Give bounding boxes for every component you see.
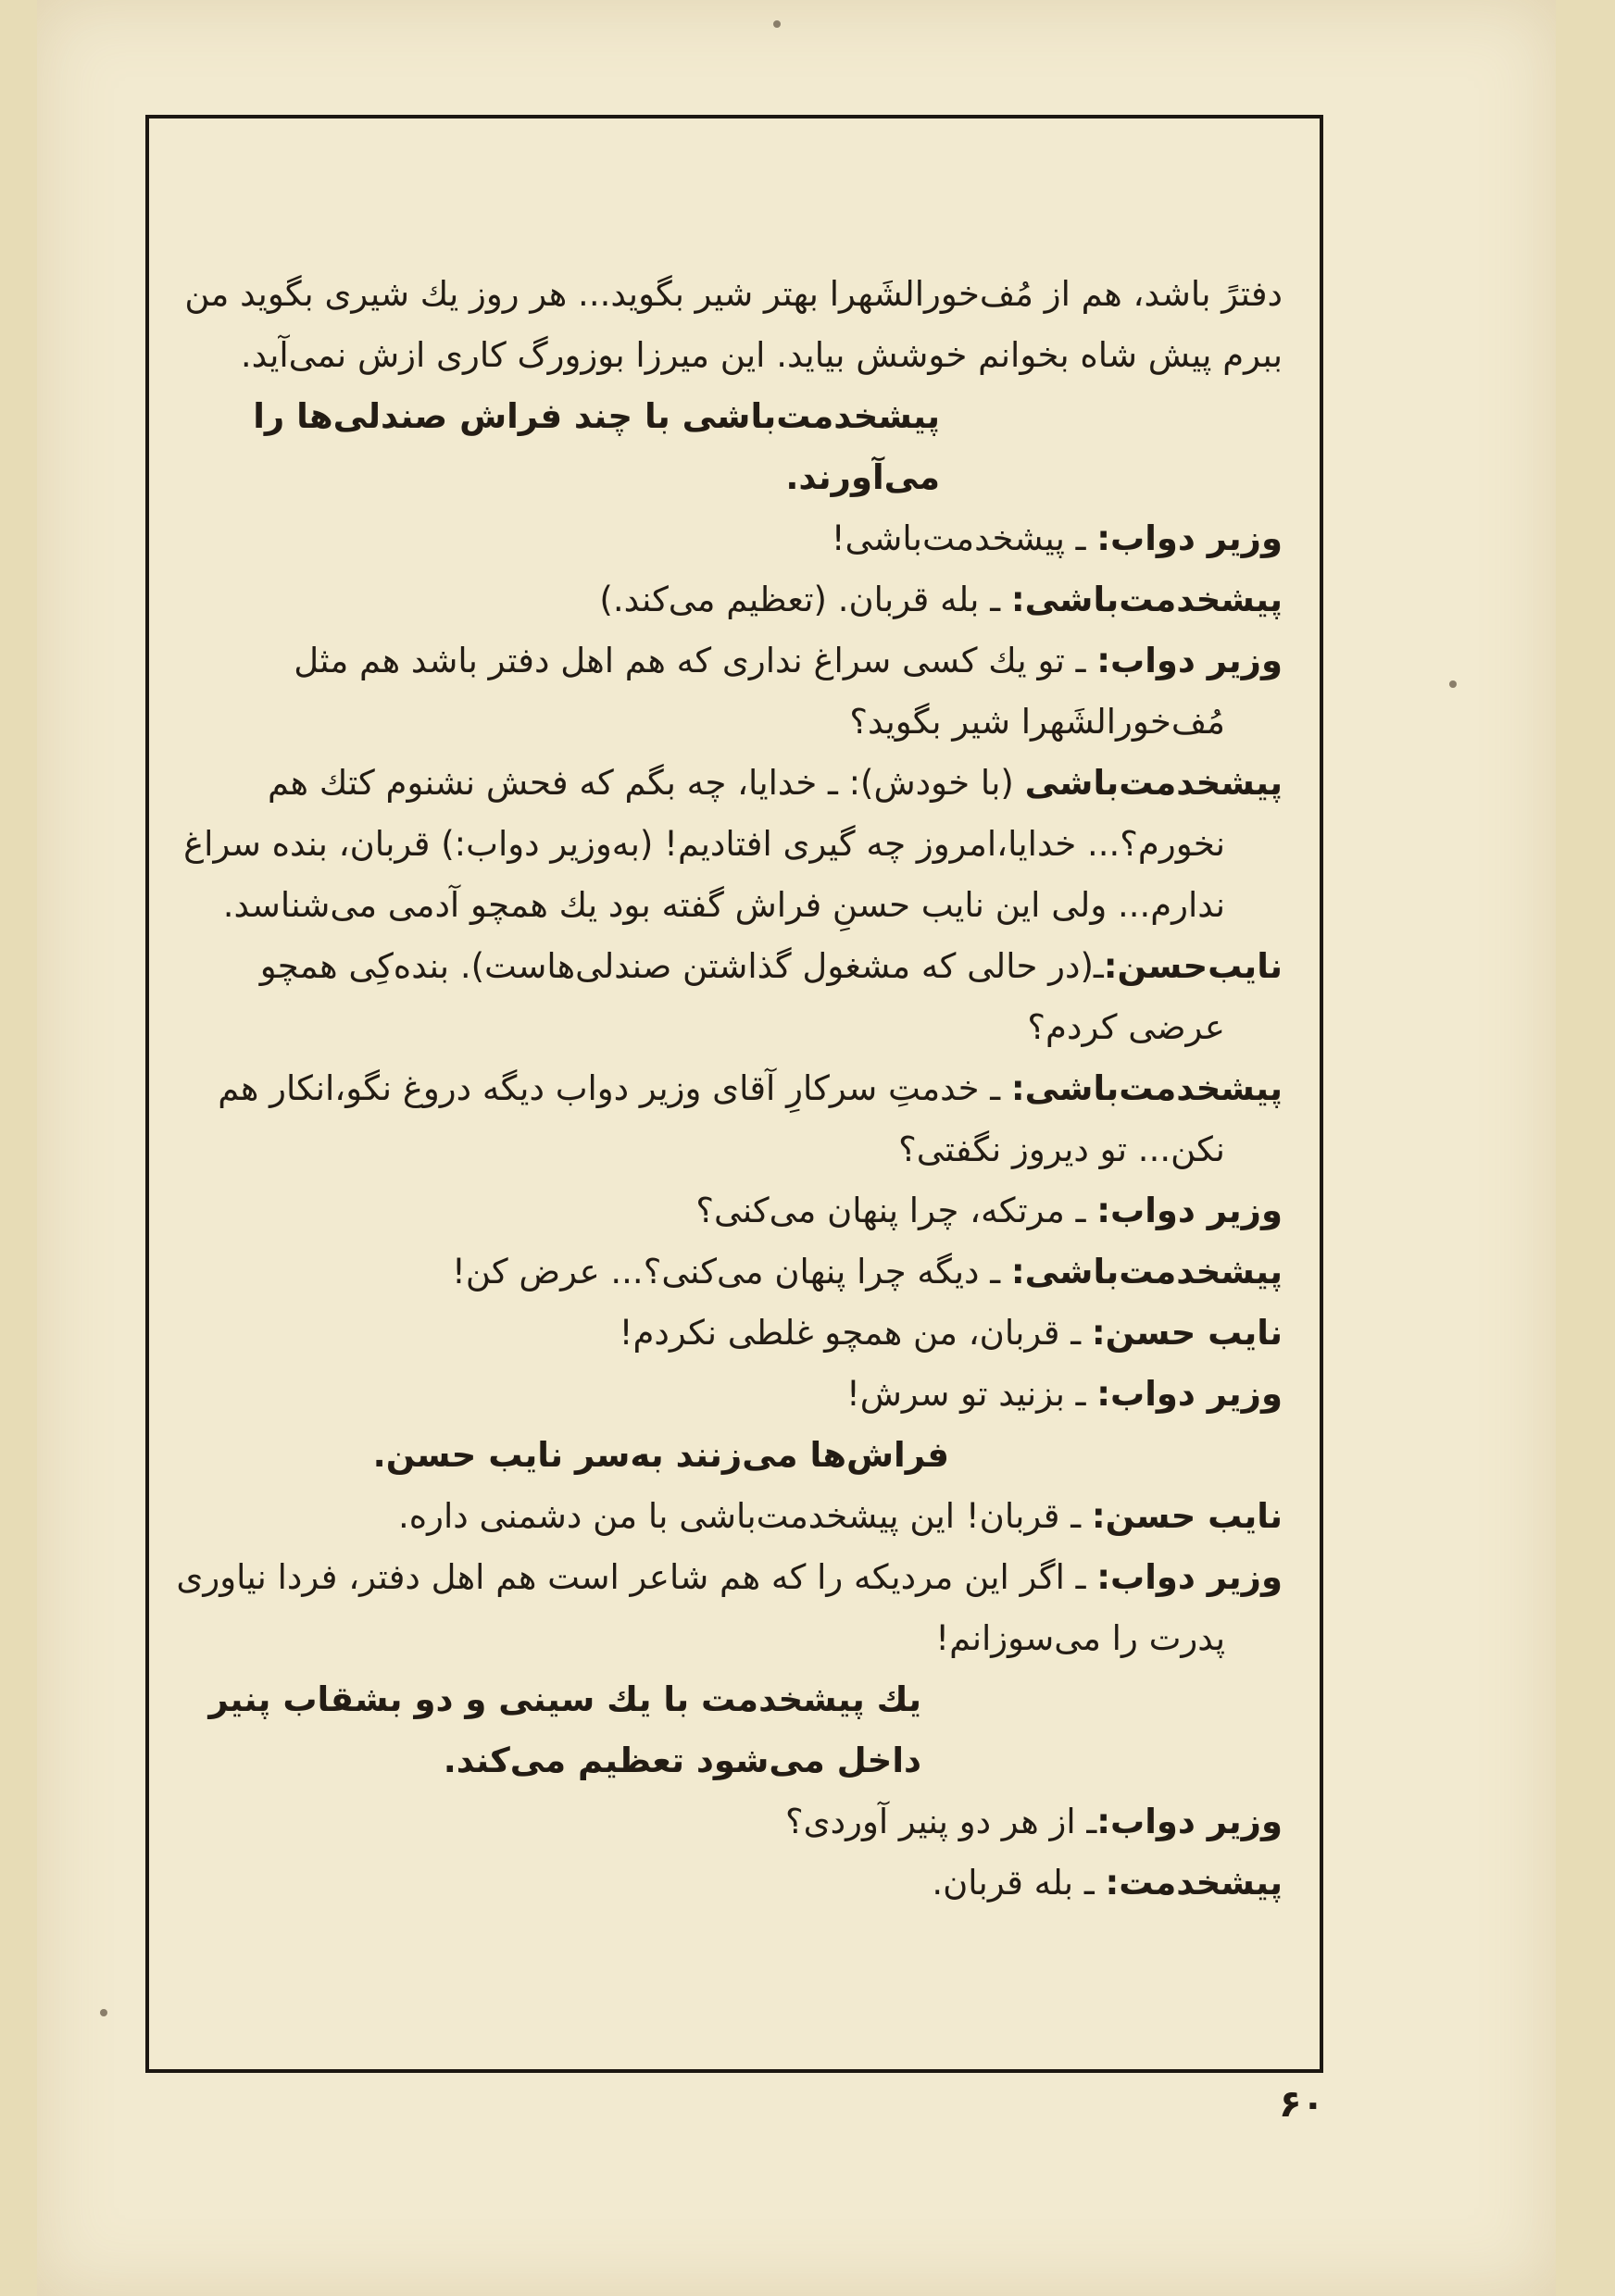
stage-direction (171, 386, 1283, 508)
dialogue-text: ـ تو یك کسی سراغ نداری که هم اهل دفتر باشد هم مثل مُف‌خورالشَهرا شیر بگوید؟ (294, 641, 1225, 742)
speaker-name: نایب حسن: (1091, 1496, 1283, 1536)
speaker-name: وزیر دواب: (1096, 518, 1283, 558)
stage-direction-text: یك پیشخدمت با یك سینی و دو بشقاب پنیر داخل می‌شود تعظیم می‌کند. (208, 1679, 921, 1780)
dialogue-line (171, 1853, 1283, 1914)
paper-speck (1449, 680, 1457, 688)
stage-direction-text: فراش‌ها می‌زنند به‌سر نایب حسن. (372, 1435, 949, 1475)
speaker-name: پیشخدمت‌باشی (1024, 763, 1283, 803)
paper-speck (773, 20, 781, 28)
dialogue-text: ـ مرتکه، چرا پنهان می‌کنی؟ (695, 1191, 1097, 1230)
dialogue-text: (با خودش): ـ خدایا، چه بگم که فحش نشنوم کتك هم نخورم؟... خدایا،امروز چه گیری افتادیم! (به‌وزیر دواب:) قربان، بنده سراغ ندارم... ولی این نایب حسنِ فراش گفته بود یك همچو آدمی می‌شناسد. (183, 763, 1225, 925)
stage-direction-text: پیشخدمت‌باشی با چند فراش صندلی‌ها را می‌آورند. (253, 396, 940, 497)
paper-speck (100, 2009, 107, 2016)
stage-direction (171, 1669, 1283, 1791)
page-number: ۶۰ (1279, 2083, 1324, 2126)
dialogue-line (171, 1486, 1283, 1547)
dialogue-text: ـ قربان، من همچو غلطی نکردم! (619, 1313, 1092, 1353)
dialogue-line (171, 1303, 1283, 1364)
dialogue-line (171, 569, 1283, 630)
dialogue-line (171, 936, 1283, 1058)
dialogue-line (171, 1547, 1283, 1669)
dialogue-text: ـ اگر این مردیکه را که هم شاعر است هم اهل دفتر، فردا نیاوری پدرت را می‌سوزانم! (176, 1557, 1225, 1658)
speaker-name: وزیر دواب: (1096, 1191, 1283, 1230)
speaker-name: وزیر دواب: (1096, 1802, 1283, 1841)
speaker-name: پیشخدمت: (1105, 1863, 1283, 1903)
dialogue-text: ـ پیشخدمت‌باشی! (831, 518, 1097, 558)
dialogue-line (171, 753, 1283, 936)
speaker-name: وزیر دواب: (1096, 1374, 1283, 1414)
dialogue-line (171, 508, 1283, 569)
play-text (171, 264, 1283, 1914)
speaker-name: نایب‌حسن: (1103, 946, 1283, 986)
speaker-name: وزیر دواب: (1096, 1557, 1283, 1597)
paragraph-continuation (171, 264, 1283, 386)
dialogue-line (171, 1058, 1283, 1180)
speaker-name: پیشخدمت‌باشی: (1010, 1068, 1283, 1108)
dialogue-text: ـ خدمتِ سرکارِ آقای وزیر دواب دیگه دروغ نگو،انکار هم نکن... تو دیروز نگفتی؟ (218, 1068, 1225, 1169)
dialogue-text: ـ بله قربان. (932, 1863, 1106, 1903)
dialogue-text: ـ بله قربان. (تعظیم می‌کند.) (599, 580, 1011, 619)
dialogue-text: ـ دیگه چرا پنهان می‌کنی؟... عرض کن! (452, 1252, 1011, 1292)
dialogue-text: ـ(در حالی که مشغول گذاشتن صندلی‌هاست). بنده‌کِی همچو عرضی کردم؟ (259, 946, 1225, 1047)
dialogue-line (171, 1242, 1283, 1303)
dialogue-line (171, 1364, 1283, 1425)
stage-direction (171, 1425, 1283, 1486)
dialogue-line (171, 1180, 1283, 1242)
speaker-name: پیشخدمت‌باشی: (1010, 1252, 1283, 1292)
dialogue-text: ـ قربان! این پیشخدمت‌باشی با من دشمنی داره. (397, 1496, 1092, 1536)
dialogue-line (171, 1791, 1283, 1853)
speaker-name: نایب حسن: (1091, 1313, 1283, 1353)
speaker-name: پیشخدمت‌باشی: (1010, 580, 1283, 619)
dialogue-text: ـ از هر دو پنیر آوردی؟ (785, 1802, 1097, 1841)
dialogue-text: ـ بزنید تو سرش! (845, 1374, 1097, 1414)
paragraph-text: دفترً باشد، هم از مُف‌خورالشَهرا بهتر شیر بگوید... هر روز یك شیری بگوید من ببرم پیش شاه بخوانم خوشش بیاید. این میرزا بوزورگ کاری ازش نمی‌آید. (184, 274, 1283, 375)
dialogue-line (171, 630, 1283, 753)
speaker-name: وزیر دواب: (1096, 641, 1283, 680)
